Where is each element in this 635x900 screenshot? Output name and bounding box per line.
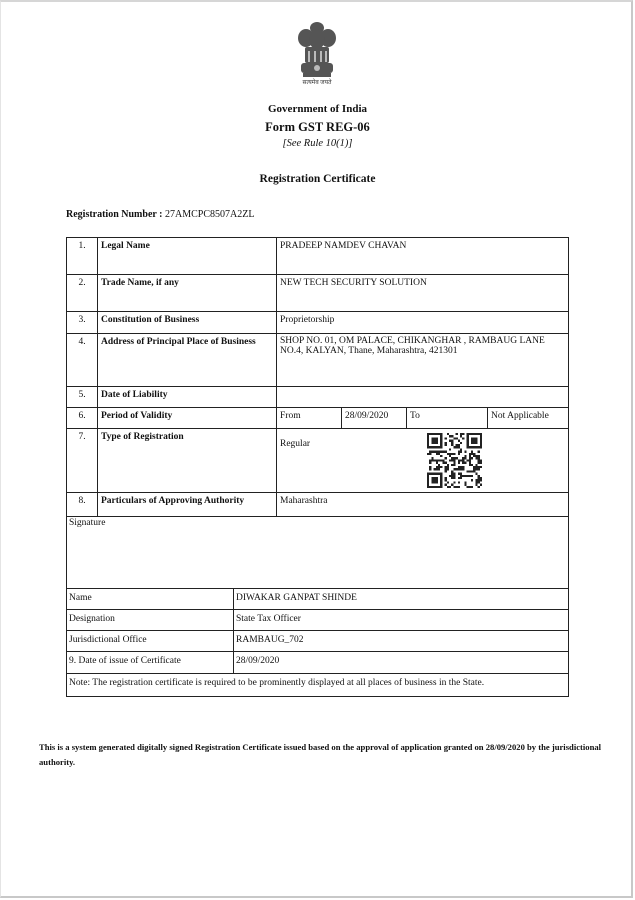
row-label: Type of Registration (98, 429, 277, 492)
row-number: 3. (67, 312, 98, 333)
validity-to-label: To (407, 408, 488, 428)
display-note: Note: The registration certificate is required to be prominently displayed at all places of business in the State. (69, 678, 485, 688)
signature-section (66, 515, 569, 697)
row-label: Period of Validity (98, 408, 277, 428)
registration-number-label: Registration Number : (66, 209, 163, 220)
table-row-approving-authority (67, 493, 568, 516)
jurisdictional-office-label: Jurisdictional Office (67, 631, 234, 651)
validity-cells (277, 408, 568, 428)
officer-name-label: Name (67, 589, 234, 609)
registration-type-value: Regular (280, 439, 311, 449)
date-of-liability-value (277, 387, 568, 407)
officer-name-value: DIWAKAR GANPAT SHINDE (236, 593, 357, 603)
row-label: Particulars of Approving Authority (98, 493, 277, 516)
row-label: Address of Principal Place of Business (98, 334, 277, 386)
signature-row-office (67, 631, 568, 652)
row-number: 1. (67, 238, 98, 274)
table-row-legal-name (67, 238, 568, 275)
signature-box: Signature (67, 515, 568, 589)
signature-row-name (67, 589, 568, 610)
qr-code-icon (427, 433, 482, 488)
details-table (66, 237, 569, 517)
emblem-motto: सत्यमेव जयते (302, 80, 332, 86)
row-label: Constitution of Business (98, 312, 277, 333)
row-number: 6. (67, 408, 98, 428)
legal-name-value: PRADEEP NAMDEV CHAVAN (280, 241, 407, 251)
row-number: 8. (67, 493, 98, 516)
form-title: Form GST REG-06 (265, 120, 370, 134)
signature-row-issue-date (67, 652, 568, 674)
issue-date-label: 9. Date of issue of Certificate (67, 652, 234, 673)
row-label: Trade Name, if any (98, 275, 277, 311)
trade-name-value: NEW TECH SECURITY SOLUTION (280, 278, 427, 288)
government-heading: Government of India (268, 103, 367, 115)
designation-value: State Tax Officer (236, 614, 301, 624)
table-row-trade-name (67, 275, 568, 312)
table-row-address (67, 334, 568, 387)
table-row-constitution (67, 312, 568, 334)
constitution-value: Proprietorship (280, 315, 335, 325)
issue-date-value: 28/09/2020 (236, 656, 280, 666)
registration-number (66, 209, 254, 220)
validity-to-value: Not Applicable (491, 411, 549, 421)
approving-authority-value: Maharashtra (280, 496, 328, 506)
signature-row-designation (67, 610, 568, 631)
national-emblem-icon (292, 16, 342, 86)
table-row-type-of-registration (67, 429, 568, 493)
jurisdictional-office-value: RAMBAUG_702 (236, 635, 304, 645)
row-label: Date of Liability (98, 387, 277, 407)
row-number: 2. (67, 275, 98, 311)
validity-from-date: 28/09/2020 (342, 408, 407, 428)
designation-label: Designation (67, 610, 234, 630)
row-number: 7. (67, 429, 98, 492)
address-value: SHOP NO. 01, OM PALACE, CHIKANGHAR , RAMBAUG LANE NO.4, KALYAN, Thane, Maharashtra, 421301 (280, 336, 545, 356)
validity-from-label: From (277, 408, 342, 428)
certificate-title: Registration Certificate (259, 173, 376, 185)
row-number: 5. (67, 387, 98, 407)
table-row-period-of-validity (67, 408, 568, 429)
row-number: 4. (67, 334, 98, 386)
row-label: Legal Name (98, 238, 277, 274)
rule-reference: [See Rule 10(1)] (282, 138, 353, 149)
registration-number-value: 27AMCPC8507A2ZL (164, 209, 255, 220)
table-row-date-of-liability (67, 387, 568, 408)
footer-disclaimer: This is a system generated digitally signed Registration Certificate issued based on the approval of application granted on 28/09/2020 by the jurisdictional authority. (39, 742, 602, 767)
